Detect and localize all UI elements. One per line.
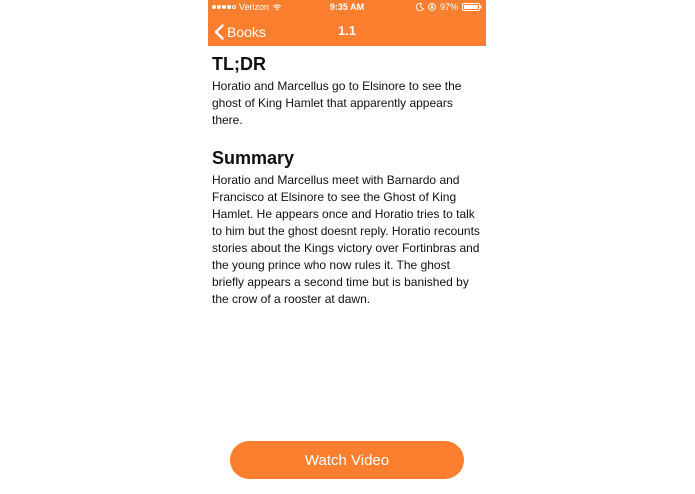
summary-text: Horatio and Marcellus meet with Barnardo and Francisco at Elsinore to see the Ghost of King Hamlet. He appears once and Horatio tries to talk to him but the ghost doesnt reply. Horatio recounts stories about the Kings victory over Fortinbras and the young prince who now rules it. The ghost briefly appears a second time but is banished by the crow of a rooster at dawn. bbox=[212, 173, 480, 306]
status-right bbox=[416, 0, 482, 14]
section-spacer bbox=[212, 129, 482, 147]
status-time: 9:35 AM bbox=[329, 2, 365, 12]
tldr-heading: TL;DR bbox=[212, 54, 266, 74]
carrier-name: Verizon bbox=[239, 2, 270, 12]
rotation-lock-icon bbox=[428, 3, 436, 11]
scene-content bbox=[212, 53, 482, 308]
tldr-text: Horatio and Marcellus go to Elsinore to see the ghost of King Hamlet that apparently appears there. bbox=[212, 79, 462, 127]
watch-video-button[interactable]: Watch Video bbox=[230, 441, 464, 479]
header-bar bbox=[208, 0, 486, 46]
summary-heading: Summary bbox=[212, 148, 295, 168]
navigation-bar bbox=[208, 18, 486, 46]
battery-percent: 97% bbox=[439, 2, 458, 12]
back-button-label: Books bbox=[227, 24, 266, 40]
page-title: 1.1 bbox=[337, 23, 357, 38]
app-screen bbox=[208, 0, 486, 494]
moon-icon bbox=[416, 3, 424, 11]
status-bar bbox=[208, 0, 486, 14]
battery-icon bbox=[462, 3, 482, 11]
